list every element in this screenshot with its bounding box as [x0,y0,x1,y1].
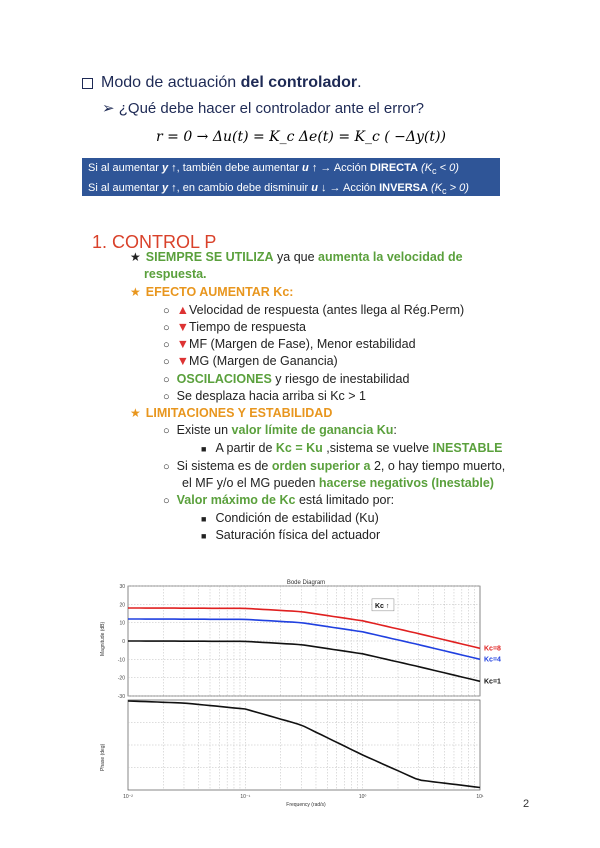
magnitude-ylabel: Magnitude (dB) [100,621,106,656]
list-item-l2-cont: el MF y/o el MG pueden hacerse negativos (Inestable) [182,476,494,490]
y-tick-label: 0 [122,639,125,645]
list-item-l1: ○ Existe un valor límite de ganancia Ku: [163,423,397,437]
y-tick-label: 30 [119,584,125,590]
series-label-kc-1: Kc=1 [484,678,501,686]
list-item-e2: ○ ▼Tiempo de respuesta [163,320,306,334]
y-tick-label: 20 [119,602,125,609]
list-item-e5: ○ OSCILACIONES y riesgo de inestabilidad [163,372,410,386]
banner-row-directa: Si al aumentar y ↑, también debe aumentar u ↑ → Acción DIRECTA $(K_c < 0)$ [88,162,459,177]
square-bullet-icon: ■ [201,531,207,541]
arrow-bullet-icon: ➢ [102,100,115,117]
series-label-kc-8: Kc=8 [484,645,501,653]
list-item-siempre: ★ SIEMPRE SE UTILIZA ya que aumenta la velocidad de [130,250,463,264]
phase-ylabel: Phase (deg) [100,743,106,771]
section-title: 1. CONTROL P [92,232,217,252]
list-item-limitaciones: ★ LIMITACIONES Y ESTABILIDAD [130,406,333,420]
x-tick-label: 10¹ [476,794,484,800]
question: ➢ ¿Qué debe hacer el controlador ante el error? [102,100,424,117]
y-tick-label: -10 [117,657,125,664]
page-number: 2 [523,798,530,810]
list-item-e3: ○ ▼MF (Margen de Fase), Menor estabilidad [163,337,416,351]
star-icon: ★ [130,406,141,420]
x-tick-label: 10⁻¹ [240,794,251,800]
list-item-l3-sub2: ■ Saturación física del actuador [201,528,381,542]
triangle-down-icon: ▼ [176,320,190,334]
list-item-efecto: ★ EFECTO AUMENTAR Kc: [130,285,294,299]
list-item-l1-sub: ■ A partir de Kc = Ku ,sistema se vuelve INESTABLE [201,441,503,455]
triangle-down-icon: ▼ [176,337,190,351]
x-tick-label: 10⁰ [358,794,367,800]
y-tick-label: -30 [117,694,125,700]
list-item-e1: ○ ▲Velocidad de respuesta (antes llega al Rég.Perm) [163,303,465,317]
banner-row-inversa: Si al aumentar y ↑, en cambio debe disminuir u ↓ → Acción INVERSA $(K_c > 0)$ [88,182,469,197]
triangle-down-icon: ▼ [176,354,190,368]
chart-xlabel: Frequency (rad/s) [286,802,326,808]
annotation-kc-up: Kc ↑ [374,602,390,610]
x-tick-label: 10⁻² [123,794,133,800]
list-item-e4: ○ ▼MG (Margen de Ganancia) [163,354,338,368]
square-bullet-icon: ■ [201,514,207,524]
list-item-e6: ○ Se desplaza hacia arriba si Kc > 1 [163,389,366,403]
list-item-siempre-cont: respuesta. [144,267,207,281]
star-icon: ★ [130,285,141,299]
bode-diagram [96,576,510,808]
list-item-l2: ○ Si sistema es de orden superior a 2, o hay tiempo muerto, [163,459,506,473]
list-item-l3: ○ Valor máximo de Kc está limitado por: [163,493,395,507]
y-tick-label: 10 [119,620,125,627]
checkbox-bullet-icon [82,78,93,89]
star-icon: ★ [130,250,141,264]
list-item-l3-sub1: ■ Condición de estabilidad (Ku) [201,511,379,525]
square-bullet-icon: ■ [201,444,207,454]
action-banner [82,158,500,196]
formula: r = 0 → Δu(t) = K_c Δe(t) = K_c ( −Δy(t)) [156,129,446,145]
series-label-kc-4: Kc=4 [484,656,501,664]
chart-title: Bode Diagram [286,580,326,586]
triangle-up-icon: ▲ [176,303,190,317]
y-tick-label: -20 [117,675,125,682]
heading: Modo de actuación del controlador. [82,74,362,92]
